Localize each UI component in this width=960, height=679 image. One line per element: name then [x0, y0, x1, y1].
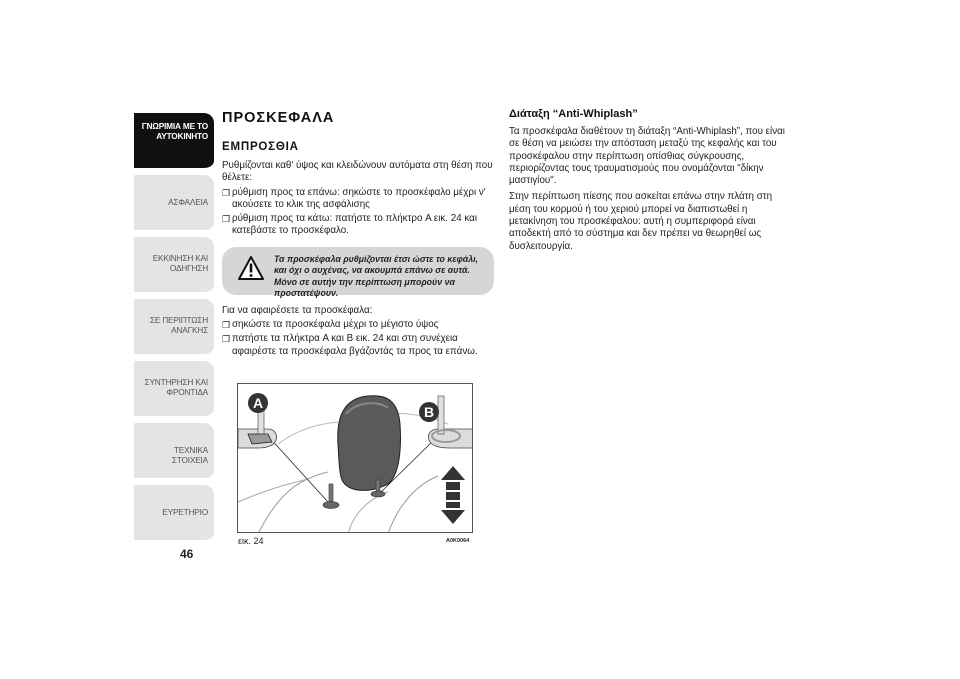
callout-a-label: A	[252, 395, 264, 411]
warning-text: Τα προσκέφαλα ρυθμίζονται έτσι ώστε το κεφάλι, και όχι ο αυχένας, να ακουμπά επάνω σε αυτά. Μόνο σε αυτήν την περίπτωση μπορούν να προστατέψουν.	[274, 253, 478, 299]
tab-safety[interactable]: ΑΣΦΑΛΕΙΑ	[134, 175, 214, 233]
list-item: ❐ ρύθμιση προς τα επάνω: σηκώστε το προσκέφαλο μέχρι ν' ακούσετε το κλικ της ασφάλισης	[222, 186, 486, 210]
warning-triangle-icon	[238, 256, 264, 280]
anti-whiplash-heading: Διάταξη “Anti-Whiplash”	[509, 108, 638, 120]
checkbox-bullet-icon: ❐	[222, 187, 231, 198]
tab-technical-data[interactable]: ΤΕΧΝΙΚΑ ΣΤΟΙΧΕΙΑ	[134, 423, 214, 481]
remove-intro: Για να αφαιρέσετε τα προσκέφαλα:	[222, 304, 373, 316]
headrest-drawing	[238, 384, 473, 533]
intro-paragraph: Ρυθμίζονται καθ' ύψος και κλειδώνουν αυτόματα στη θέση που θέλετε:	[222, 160, 493, 184]
tab-getting-to-know-car[interactable]: ΓΝΩΡΙΜΙΑ ΜΕ ΤΟ ΑΥΤΟΚΙΝΗΤΟ	[134, 113, 214, 171]
anti-whiplash-paragraph-2: Στην περίπτωση πίεσης που ασκείται επάνω στην πλάτη στη μέση του κορμού ή του χεριού μπορεί να διαπιστωθεί η μετακίνηση του προσκέφαλου: αυτή η συμπεριφορά είναι αποδεκτή από το σύστημα και δεν πρέπει να θεωρηθεί ως δυσλειτουργία.	[509, 191, 773, 252]
checkbox-bullet-icon: ❐	[222, 214, 231, 225]
tab-index[interactable]: ΕΥΡΕΤΗΡΙΟ	[134, 485, 214, 543]
checkbox-bullet-icon: ❐	[222, 334, 231, 345]
headrest-illustration	[237, 383, 473, 533]
tab-maintenance-care[interactable]: ΣΥΝΤΗΡΗΣΗ ΚΑΙ ΦΡΟΝΤΙΔΑ	[134, 361, 214, 419]
left-column	[222, 110, 494, 358]
tab-emergency[interactable]: ΣΕ ΠΕΡΙΠΤΩΣΗ ΑΝΑΓΚΗΣ	[134, 299, 214, 357]
list-item: ❐ ρύθμιση προς τα κάτω: πατήστε το πλήκτρο A εικ. 24 και κατεβάστε το προσκέφαλο.	[222, 213, 477, 237]
adjust-list	[222, 187, 494, 238]
figure-code: A0K0064	[446, 538, 470, 544]
callout-b-label: B	[423, 404, 435, 420]
checkbox-bullet-icon: ❐	[222, 320, 231, 331]
remove-list	[222, 319, 494, 358]
list-item: ❐ πατήστε τα πλήκτρα A και B εικ. 24 και στη συνέχεια αφαιρέστε τα προσκέφαλα βγάζοντάς τα προς τα επάνω.	[222, 333, 478, 357]
warning-box	[222, 247, 494, 299]
page-number: 46	[180, 547, 194, 561]
up-down-arrow-icon	[441, 466, 465, 524]
anti-whiplash-paragraph-1: Τα προσκέφαλα διαθέτουν τη διάταξη “Anti-Whiplash”, που είναι σε θέση να μειώσει την απόσταση μεταξύ της κεφαλής και του προσκέφαλου στην περίπτωση οπίσθιας σύγκρουσης, περιορίζοντας τους τραυματισμούς που ονομάζονται "δίκην μαστιγίου".	[509, 126, 785, 187]
list-item: ❐ σηκώστε τα προσκέφαλα μέχρι το μέγιστο ύψος	[222, 319, 439, 331]
page-title: ΠΡΟΣΚΕΦΑΛΑ	[222, 110, 335, 126]
tab-starting-driving[interactable]: ΕΚΚΙΝΗΣΗ ΚΑΙ ΟΔΗΓΗΣΗ	[134, 237, 214, 295]
right-column	[509, 108, 785, 253]
section-heading: ΕΜΠΡΟΣΘΙΑ	[222, 141, 299, 153]
figure-caption: εικ. 24	[238, 536, 264, 546]
